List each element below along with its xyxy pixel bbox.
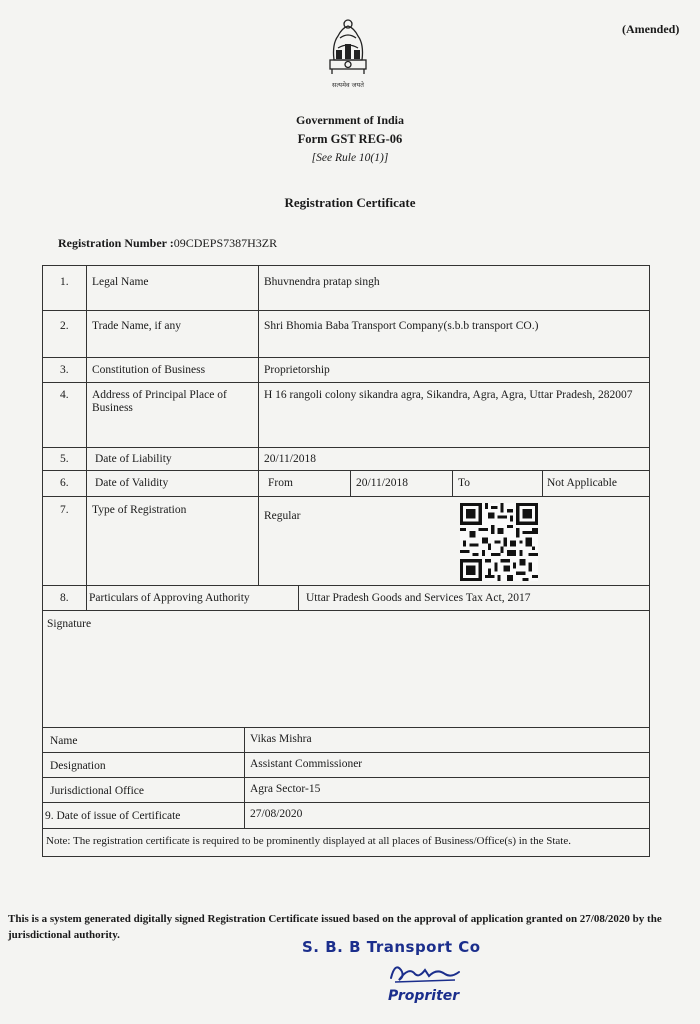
designation-label: Designation bbox=[50, 760, 106, 772]
system-generated-footer: This is a system generated digitally signed Registration Certificate issued based on the approval of application granted on 27/08/2020 by the jurisdictional authority. bbox=[8, 913, 662, 941]
issue-date-value: 27/08/2020 bbox=[250, 808, 303, 820]
row-1-number: 1. bbox=[60, 276, 69, 288]
row-2-number: 2. bbox=[60, 320, 69, 332]
trade-name-label: Trade Name, if any bbox=[92, 320, 181, 332]
display-note: Note: The registration certificate is required to be prominently displayed at all places of Business/Office(s) in the State. bbox=[46, 835, 571, 847]
legal-name-value: Bhuvnendra pratap singh bbox=[264, 276, 380, 288]
row-3-number: 3. bbox=[60, 364, 69, 376]
proprietor-stamp-label: Propriter bbox=[388, 988, 460, 1004]
signature-label: Signature bbox=[47, 618, 92, 630]
row-7-number: 7. bbox=[60, 504, 69, 516]
approving-authority-label: Particulars of Approving Authority bbox=[89, 592, 250, 604]
address-label: Address of Principal Place of Business bbox=[92, 389, 227, 414]
registration-number bbox=[58, 236, 277, 251]
registration-type-label: Type of Registration bbox=[92, 504, 187, 516]
address-value: H 16 rangoli colony sikandra agra, Sikandra, Agra, Agra, Uttar Pradesh, 282007 bbox=[264, 389, 633, 401]
emblem-motto: सत्यमेव जयते bbox=[332, 81, 364, 89]
liability-value: 20/11/2018 bbox=[264, 453, 316, 465]
name-label: Name bbox=[50, 735, 78, 747]
form-title: Form GST REG-06 bbox=[297, 132, 403, 146]
row-5-number: 5. bbox=[60, 453, 69, 465]
trade-name-value: Shri Bhomia Baba Transport Company(s.b.b transport CO.) bbox=[264, 320, 539, 332]
registration-type-value: Regular bbox=[264, 510, 301, 522]
government-heading: Government of India bbox=[296, 113, 404, 127]
name-value: Vikas Mishra bbox=[250, 733, 312, 745]
validity-to-label: To bbox=[458, 477, 470, 489]
handwritten-signature-icon bbox=[385, 958, 465, 988]
qr-code-icon bbox=[460, 503, 538, 581]
validity-label: Date of Validity bbox=[95, 477, 169, 489]
legal-name-label: Legal Name bbox=[92, 276, 149, 288]
amended-label: (Amended) bbox=[622, 22, 680, 36]
company-stamp: S. B. B Transport Co bbox=[302, 938, 481, 956]
constitution-value: Proprietorship bbox=[264, 364, 330, 376]
validity-to-value: Not Applicable bbox=[547, 477, 617, 489]
row-6-number: 6. bbox=[60, 477, 69, 489]
issue-date-label: 9. Date of issue of Certificate bbox=[45, 810, 181, 822]
validity-from-label: From bbox=[268, 477, 293, 489]
approving-authority-value: Uttar Pradesh Goods and Services Tax Act, 2017 bbox=[306, 592, 531, 604]
liability-label: Date of Liability bbox=[95, 453, 172, 465]
certificate-title: Registration Certificate bbox=[284, 195, 416, 210]
row-8-number: 8. bbox=[60, 592, 69, 604]
registration-number-label: Registration Number : bbox=[58, 236, 174, 250]
registration-number-value: 09CDEPS7387H3ZR bbox=[173, 236, 278, 250]
validity-from-value: 20/11/2018 bbox=[356, 477, 408, 489]
rule-reference: [See Rule 10(1)] bbox=[311, 152, 389, 164]
row-4-number: 4. bbox=[60, 389, 69, 401]
national-emblem-icon bbox=[320, 14, 376, 94]
jurisdictional-office-value: Agra Sector-15 bbox=[250, 783, 321, 795]
designation-value: Assistant Commissioner bbox=[250, 758, 363, 770]
jurisdictional-office-label: Jurisdictional Office bbox=[50, 785, 144, 797]
constitution-label: Constitution of Business bbox=[92, 364, 206, 376]
